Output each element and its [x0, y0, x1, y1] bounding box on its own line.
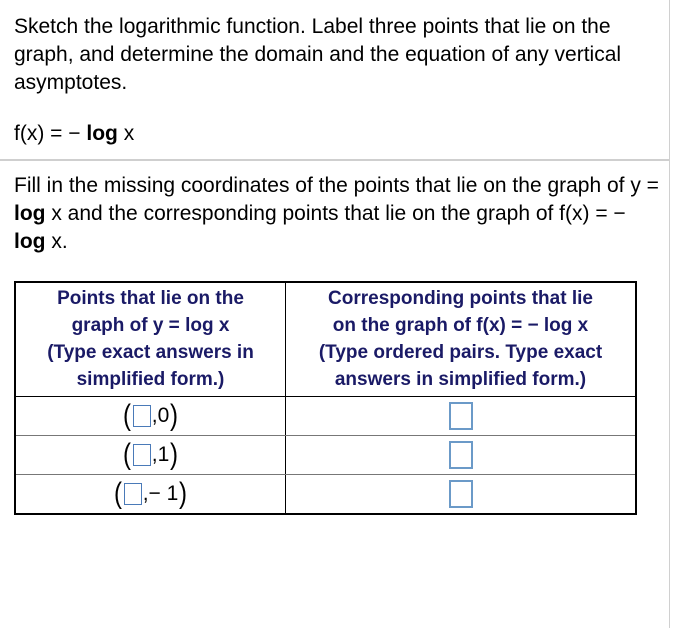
ordered-pair-answer-input[interactable] — [449, 480, 473, 508]
instructions-text-3: x. — [45, 230, 68, 253]
original-point-cell — [15, 397, 286, 436]
instructions-text-2: x and the corresponding points that lie on the graph of f(x) = − — [45, 202, 626, 225]
function-arg: x — [117, 122, 135, 145]
ordered-pair-answer-input[interactable] — [449, 441, 473, 469]
x-answer-input[interactable] — [124, 483, 142, 505]
section-divider — [0, 159, 669, 161]
header-left-line3: (Type exact answers in — [47, 342, 254, 363]
header-left-line2-pre: graph of y = — [71, 315, 186, 336]
header-right-line2-log: log — [543, 315, 573, 336]
ordered-pair — [113, 479, 189, 509]
header-left-line4: simplified form.) — [76, 369, 225, 390]
header-left-line2-log: log — [185, 315, 214, 336]
original-point-cell — [15, 436, 286, 475]
close-paren: ) — [179, 477, 188, 510]
instructions-text-1: Fill in the missing coordinates of the points that lie on the graph of y = — [14, 174, 659, 197]
pair-comma: , — [142, 482, 149, 505]
corresponding-point-cell — [286, 436, 637, 475]
instructions-log-1: log — [14, 202, 46, 225]
problem-statement: Sketch the logarithmic function. Label three points that lie on the graph, and determine the domain and the equation of any vertical asymptotes. — [14, 15, 622, 94]
pair-comma: , — [151, 404, 158, 427]
header-right-line4: answers in simplified form.) — [334, 369, 587, 390]
corresponding-point-cell — [286, 475, 637, 515]
function-lhs: f(x) = — [14, 122, 69, 145]
y-value: 0 — [157, 404, 170, 427]
header-left-line2-post: x — [213, 315, 230, 336]
function-log: log — [86, 122, 118, 145]
close-paren: ) — [170, 399, 179, 432]
table-row — [15, 397, 636, 436]
corresponding-point-cell — [286, 397, 637, 436]
function-negative-sign: − — [68, 122, 87, 145]
header-right-line2-pre: on the graph of f(x) = − — [332, 315, 544, 336]
table-row — [15, 436, 636, 475]
header-left-line2 — [18, 312, 283, 339]
header-original-points — [15, 282, 286, 397]
points-table — [14, 281, 637, 515]
header-right-line2-post: x — [572, 315, 589, 336]
header-right-line3: (Type ordered pairs. Type exact — [318, 342, 603, 363]
y-value: − 1 — [148, 482, 179, 505]
header-left-line1: Points that lie on the — [57, 288, 244, 309]
instructions-log-2: log — [14, 230, 46, 253]
table-row — [15, 475, 636, 515]
original-point-cell — [15, 475, 286, 515]
header-right-line2 — [288, 312, 633, 339]
x-answer-input[interactable] — [133, 444, 151, 466]
ordered-pair — [122, 440, 180, 470]
open-paren: ( — [113, 477, 122, 510]
ordered-pair-answer-input[interactable] — [449, 402, 473, 430]
right-border-rule — [669, 0, 670, 628]
function-definition — [14, 120, 134, 148]
instructions — [14, 172, 662, 256]
y-value: 1 — [157, 443, 170, 466]
x-answer-input[interactable] — [133, 405, 151, 427]
open-paren: ( — [122, 399, 131, 432]
pair-comma: , — [151, 443, 158, 466]
header-corresponding-points — [286, 282, 637, 397]
close-paren: ) — [170, 438, 179, 471]
header-right-line1: Corresponding points that lie — [328, 288, 593, 309]
open-paren: ( — [122, 438, 131, 471]
ordered-pair — [122, 401, 180, 431]
